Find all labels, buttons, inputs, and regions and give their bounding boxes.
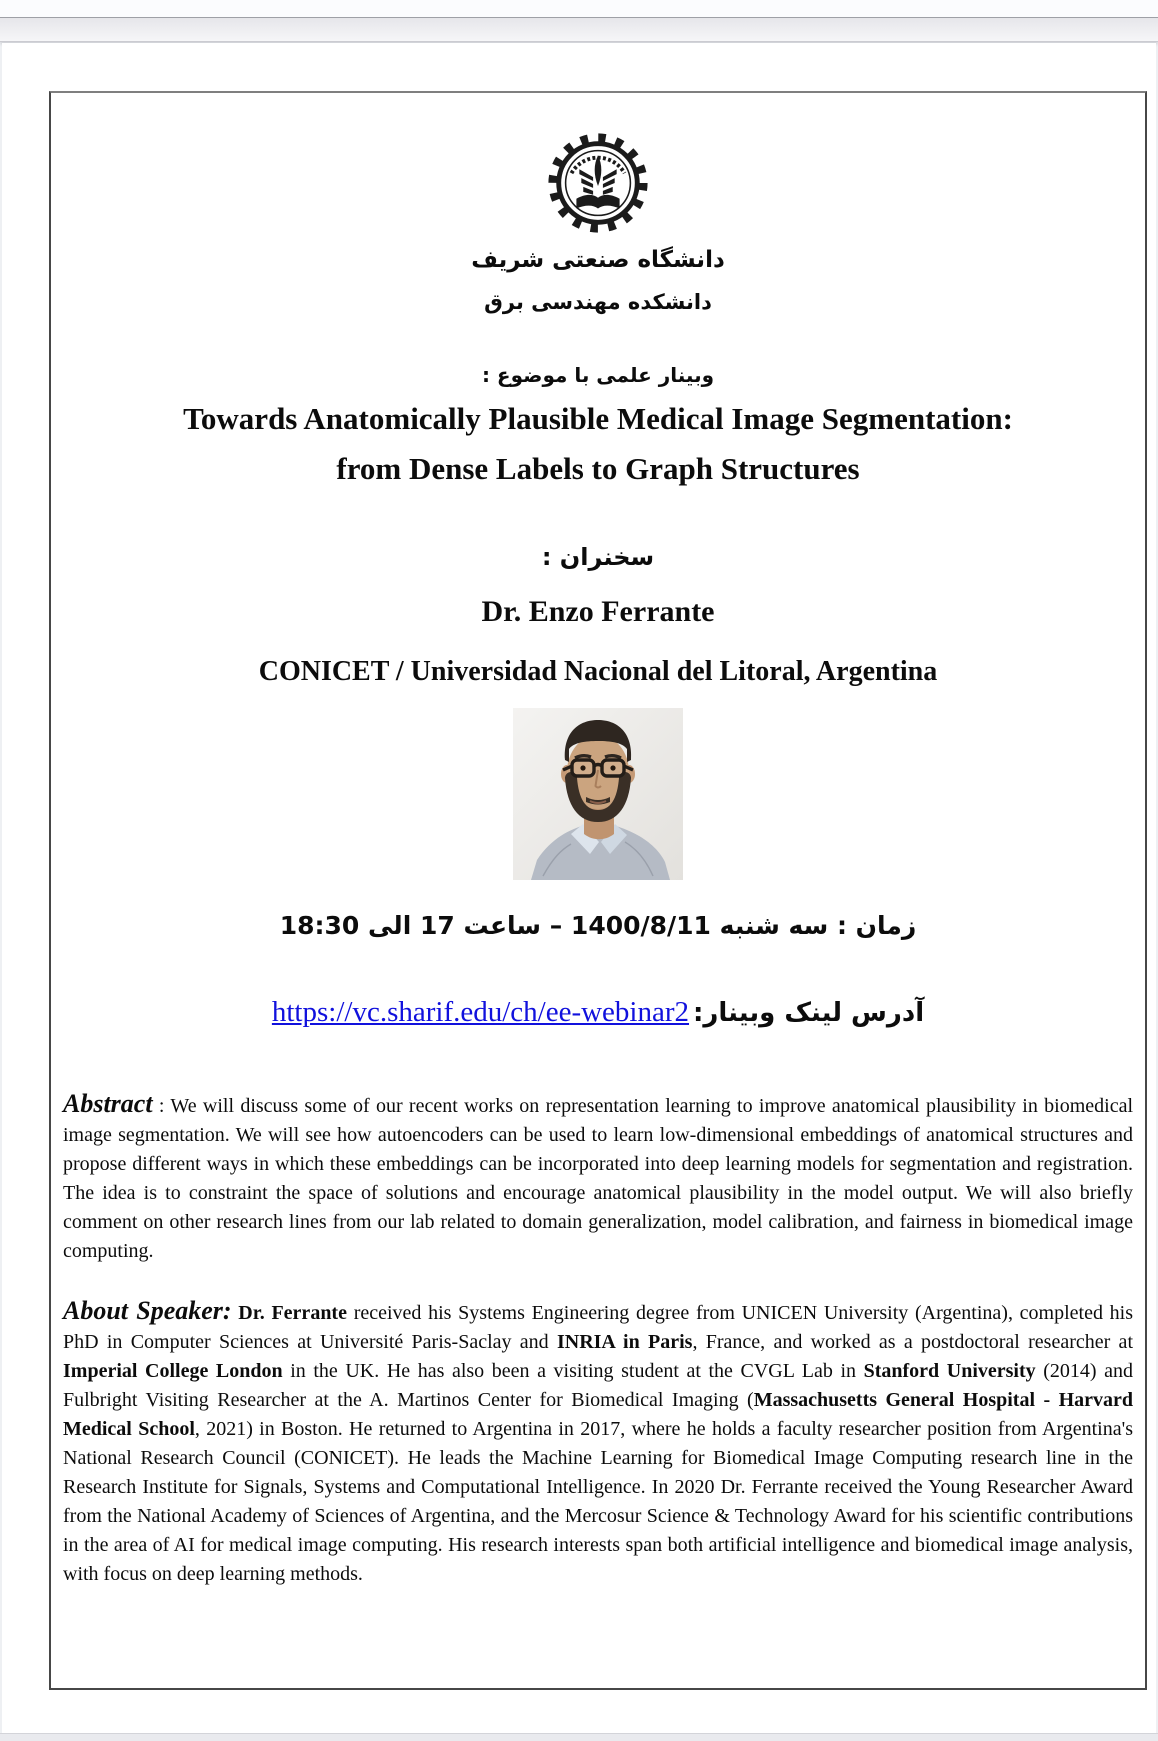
- about-segment: (2014) and Fulbright Visiting Researcher at the A. Martinos Center for Biomedical Imaging (: [63, 1360, 1133, 1411]
- abstract-label: Abstract: [63, 1089, 153, 1118]
- about-segment: INRIA in Paris: [556, 1331, 693, 1353]
- document-page: [2, 43, 1156, 1734]
- about-segment: Imperial College London: [63, 1360, 283, 1382]
- faculty-name: دانشکده مهندسی برق: [484, 290, 712, 314]
- talk-title-line1: Towards Anatomically Plausible Medical Image Segmentation:: [183, 401, 1013, 436]
- about-segment: , France, and worked as a postdoctoral researcher at: [692, 1331, 1133, 1353]
- webinar-topic-heading: وبینار علمی با موضوع :: [481, 363, 715, 387]
- viewer-bottom-strip: [0, 1733, 1158, 1741]
- sharif-university-logo-icon: [544, 129, 652, 237]
- about-segment: Dr. Ferrante: [231, 1302, 347, 1324]
- about-segment: , 2021) in Boston. He returned to Argentina in 2017, where he holds a faculty researcher position from Argentina's National Research Council (CONICET). He leads the Machine Learning for Biomedical Image Computing research line in the Research Institute for Signals, Systems and Computational Intelligence. In 2020 Dr. Ferrante received the Young Researcher Award from the National Academy of Sciences of Argentina, and the Mercosur Science & Technology Award for his scientific contributions in the area of AI for medical image computing. His research interests span both artificial intelligence and biomedical image analysis, with focus on deep learning methods.: [63, 1418, 1133, 1585]
- eye-right: [610, 765, 615, 770]
- about-segment: Massachusetts General Hospital - Harvard Medical School: [63, 1389, 1134, 1440]
- university-name: دانشگاه صنعتی شریف: [471, 247, 725, 273]
- speaker-heading: سخنران :: [541, 543, 655, 571]
- flyer-border-frame: [49, 91, 1147, 1690]
- webinar-link[interactable]: https://vc.sharif.edu/ch/ee-webinar2: [271, 996, 690, 1028]
- viewer-toolbar-band: [0, 18, 1158, 42]
- talk-title-line2: from Dense Labels to Graph Structures: [336, 451, 860, 486]
- logo-row: [63, 129, 1133, 237]
- webinar-link-label: آدرس لینک وبینار:: [693, 998, 925, 1028]
- about-speaker-label: About Speaker:: [63, 1296, 232, 1325]
- viewer-top-strip: [0, 0, 1158, 18]
- abstract-body: We will discuss some of our recent works on representation learning to improve anatomical plausibility in biomedical image segmentation. We will see how autoencoders can be used to learn low-dimensional embeddings of anatomical structures and propose different ways in which these embeddings can be incorporated into deep learning models for segmentation and registration. The idea is to constraint the space of solutions and encourage anatomical plausibility in the model output. We will also briefly comment on other research lines from our lab related to domain generalization, model calibration, and fairness in biomedical image computing.: [63, 1095, 1134, 1262]
- eye-left: [580, 765, 585, 770]
- about-speaker-paragraph: [63, 1296, 1133, 1589]
- speaker-affiliation: CONICET / Universidad Nacional del Litoral, Argentina: [258, 656, 938, 687]
- about-segment: Stanford University: [863, 1360, 1036, 1382]
- about-segment: in the UK. He has also been a visiting student at the CVGL Lab in: [282, 1360, 864, 1382]
- about-segment: received his Systems Engineering degree from UNICEN University (Argentina), completed his PhD in Computer Sciences at Université Paris-Saclay and: [63, 1302, 1133, 1353]
- webinar-link-line: [63, 990, 1133, 1039]
- open-book: [576, 195, 619, 209]
- time-line: زمان : سه شنبه 1400/8/11 – ساعت 17 الی 18:30: [279, 911, 917, 940]
- abstract-paragraph: [63, 1089, 1133, 1266]
- speaker-photo: [513, 708, 683, 880]
- abstract-separator: :: [152, 1095, 171, 1117]
- speaker-name: Dr. Enzo Ferrante: [481, 595, 715, 628]
